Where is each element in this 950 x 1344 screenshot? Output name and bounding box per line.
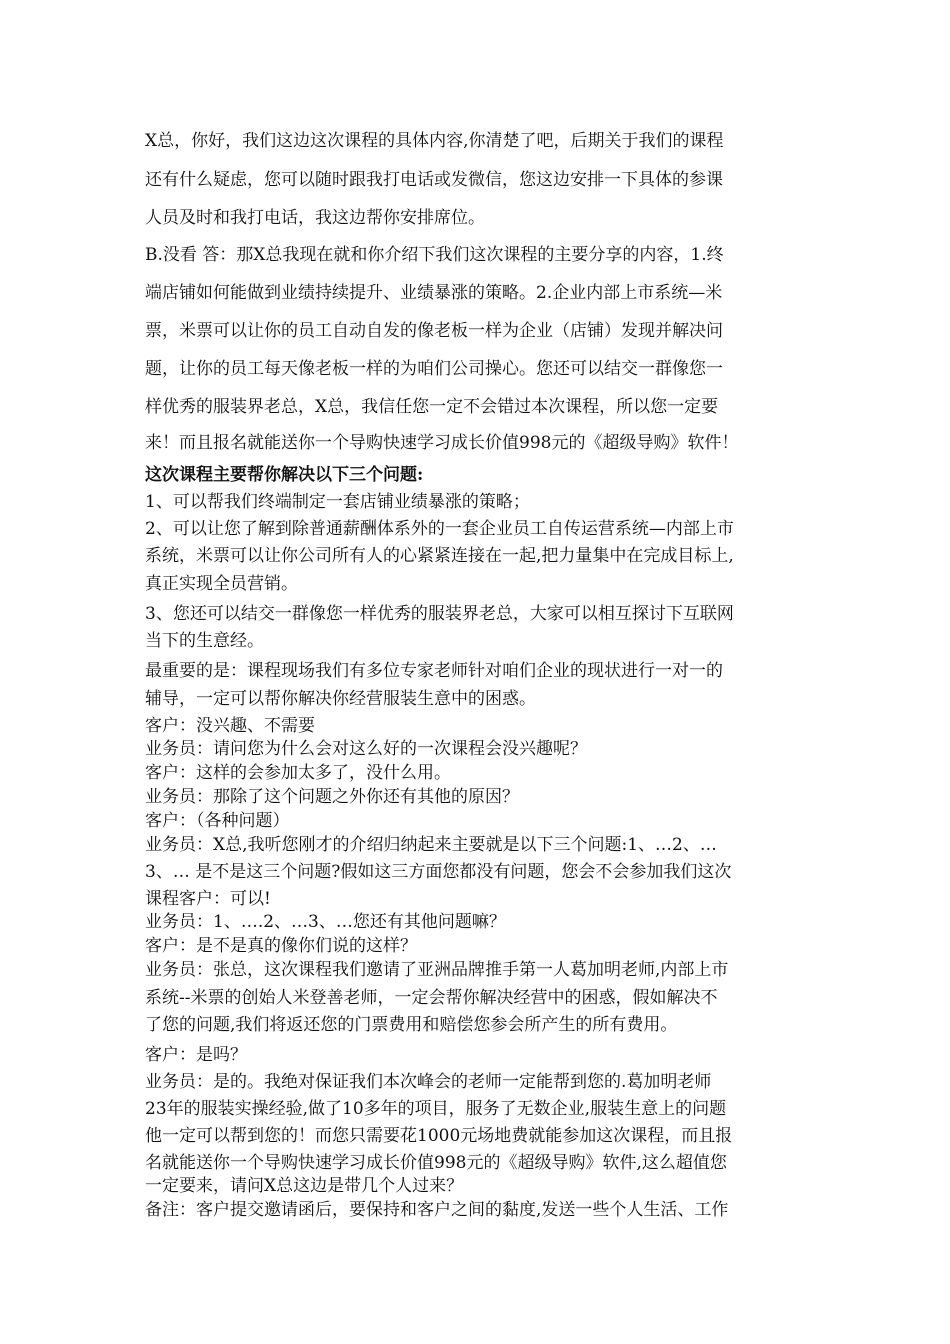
- paragraph-line: 端店铺如何能做到业绩持续提升、业绩暴涨的策略。2.企业内部上市系统—米: [145, 283, 723, 303]
- body-line: 1、可以帮我们终端制定一套店铺业绩暴涨的策略；: [145, 492, 530, 512]
- body-line: 客户：这样的会参加太多了，没什么用。: [145, 763, 451, 783]
- body-line: 客户：（各种问题）: [145, 811, 290, 831]
- body-line: 23年的服装实操经验,做了10多年的项目，服务了无数企业,服装生意上的问题: [145, 1099, 727, 1119]
- paragraph-line: 来！而且报名就能送你一个导购快速学习成长价值998元的《超级导购》软件！: [145, 433, 739, 453]
- body-line: 系统，米票可以让你公司所有人的心紧紧连接在一起,把力量集中在完成目标上,: [145, 546, 734, 566]
- body-line: 2、可以让您了解到除普通薪酬体系外的一套企业员工自传运营系统—内部上市: [145, 519, 734, 539]
- body-line: 最重要的是：课程现场我们有多位专家老师针对咱们企业的现状进行一对一的: [145, 661, 723, 681]
- body-line: 业务员：是的。我绝对保证我们本次峰会的老师一定能帮到您的.葛加明老师: [145, 1072, 712, 1092]
- paragraph-line: B.没看 答：那X总我现在就和你介绍下我们这次课程的主要分享的内容，1.终: [145, 245, 724, 265]
- paragraph-line: 票，米票可以让你的员工自动自发的像老板一样为企业（店铺）发现并解决问: [145, 321, 723, 341]
- paragraph-line: 还有什么疑虑，您可以随时跟我打电话或发微信，您这边安排一下具体的参课: [145, 170, 723, 190]
- body-line: 业务员：X总,我听您刚才的介绍归纳起来主要就是以下三个问题:1、…2、…: [145, 835, 717, 855]
- body-line: 了您的问题,我们将返还您的门票费用和赔偿您参会所产生的所有费用。: [145, 1015, 678, 1035]
- body-line: 他一定可以帮到您的！而您只需要花1000元场地费就能参加这次课程，而且报: [145, 1126, 733, 1146]
- body-line: 一定要来，请问X总这边是带几个人过来？: [145, 1176, 464, 1196]
- body-line: 课程客户：可以!: [145, 889, 271, 909]
- body-line: 辅导，一定可以帮你解决你经营服装生意中的困惑。: [145, 689, 536, 709]
- body-line: 备注：客户提交邀请函后，要保持和客户之间的黏度,发送一些个人生活、工作: [145, 1200, 729, 1220]
- paragraph-line: 样优秀的服装界老总，X总，我信任您一定不会错过本次课程，所以您一定要: [145, 397, 719, 417]
- body-line: 3、… 是不是这三个问题?假如这三方面您都没有问题，您会不会参加我们这次: [145, 862, 732, 882]
- body-line: 名就能送你一个导购快速学习成长价值998元的《超级导购》软件,这么超值您: [145, 1153, 727, 1173]
- body-line: 客户：是不是真的像你们说的这样？: [145, 936, 417, 956]
- section-heading: 这次课程主要帮你解决以下三个问题:: [145, 465, 424, 485]
- body-line: 业务员：那除了这个问题之外你还有其他的原因？: [145, 787, 519, 807]
- paragraph-line: 题，让你的员工每天像老板一样的为咱们公司操心。您还可以结交一群像您一: [145, 359, 723, 379]
- body-line: 业务员：1、….2、…3、…您还有其他问题嘛？: [145, 912, 506, 932]
- paragraph-line: X总，你好，我们这边这次课程的具体内容,你清楚了吧，后期关于我们的课程: [145, 131, 724, 151]
- body-line: 系统--米票的创始人米登善老师，一定会帮你解决经营中的困惑，假如解决不: [145, 988, 718, 1008]
- body-line: 3、您还可以结交一群像您一样优秀的服装界老总，大家可以相互探讨下互联网: [145, 604, 734, 624]
- body-line: 客户：没兴趣、不需要: [145, 716, 315, 736]
- body-line: 业务员：请问您为什么会对这么好的一次课程会没兴趣呢？: [145, 739, 587, 759]
- body-line: 业务员：张总，这次课程我们邀请了亚洲品牌推手第一人葛加明老师,内部上市: [145, 960, 729, 980]
- body-line: 客户：是吗？: [145, 1045, 247, 1065]
- body-line: 真正实现全员营销。: [145, 574, 298, 594]
- body-line: 当下的生意经。: [145, 631, 264, 651]
- paragraph-line: 人员及时和我打电话，我这边帮你安排席位。: [145, 208, 485, 228]
